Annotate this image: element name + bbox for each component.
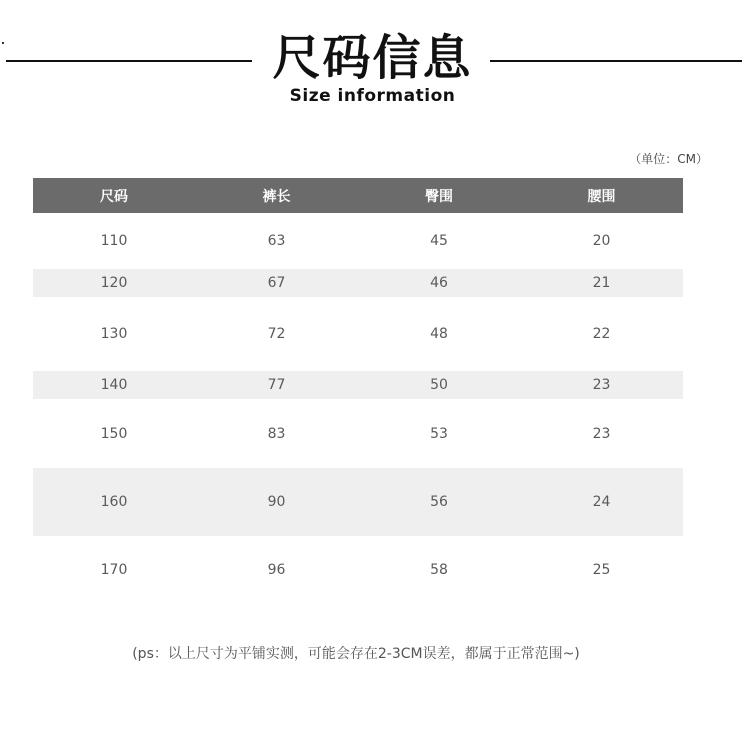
cell-size: 140 xyxy=(100,377,128,393)
table-row xyxy=(33,399,683,468)
measurement-note: (ps：以上尺寸为平铺实测，可能会存在2-3CM误差，都属于正常范围~) xyxy=(132,646,580,662)
unit-label: （单位：CM） xyxy=(629,152,708,166)
cell-hip: 46 xyxy=(430,275,448,291)
cell-waist: 20 xyxy=(592,233,611,249)
table-header xyxy=(33,178,683,213)
cell-length: 90 xyxy=(267,494,286,510)
cell-size: 110 xyxy=(100,233,128,249)
cell-length: 77 xyxy=(267,377,286,393)
cell-hip: 48 xyxy=(430,326,448,342)
cell-size: 120 xyxy=(100,275,128,291)
cell-hip: 58 xyxy=(430,562,448,578)
cell-size: 170 xyxy=(100,562,128,578)
cell-length: 72 xyxy=(267,326,286,342)
cell-waist: 25 xyxy=(592,562,611,578)
header-length: 裤长 xyxy=(262,188,291,205)
header-waist: 腰围 xyxy=(587,188,616,205)
cell-length: 96 xyxy=(267,562,286,578)
header-hip: 臀围 xyxy=(425,188,453,205)
stray-dot xyxy=(2,42,4,44)
cell-waist: 22 xyxy=(592,326,611,342)
cell-waist: 23 xyxy=(592,377,611,393)
table-row xyxy=(33,269,683,297)
title-rule-left xyxy=(6,60,252,62)
table-row xyxy=(33,536,683,604)
cell-length: 83 xyxy=(267,425,286,442)
cell-waist: 24 xyxy=(592,494,611,510)
page-title: 尺码信息 xyxy=(272,30,473,86)
cell-size: 160 xyxy=(100,494,128,510)
table-row xyxy=(33,371,683,399)
title-rule-right xyxy=(490,60,742,62)
cell-size: 130 xyxy=(100,326,128,342)
page-subtitle: Size information xyxy=(289,86,456,106)
cell-hip: 53 xyxy=(430,425,448,442)
table-row xyxy=(33,297,683,371)
table-row xyxy=(33,213,683,269)
table-row xyxy=(33,468,683,536)
cell-length: 67 xyxy=(267,275,286,291)
cell-waist: 23 xyxy=(592,425,611,442)
size-table xyxy=(33,178,683,604)
cell-hip: 45 xyxy=(430,233,448,249)
cell-hip: 50 xyxy=(430,377,448,393)
cell-length: 63 xyxy=(267,233,286,249)
cell-size: 150 xyxy=(100,425,128,442)
cell-waist: 21 xyxy=(592,275,611,291)
cell-hip: 56 xyxy=(430,494,448,510)
header-size: 尺码 xyxy=(100,188,128,205)
